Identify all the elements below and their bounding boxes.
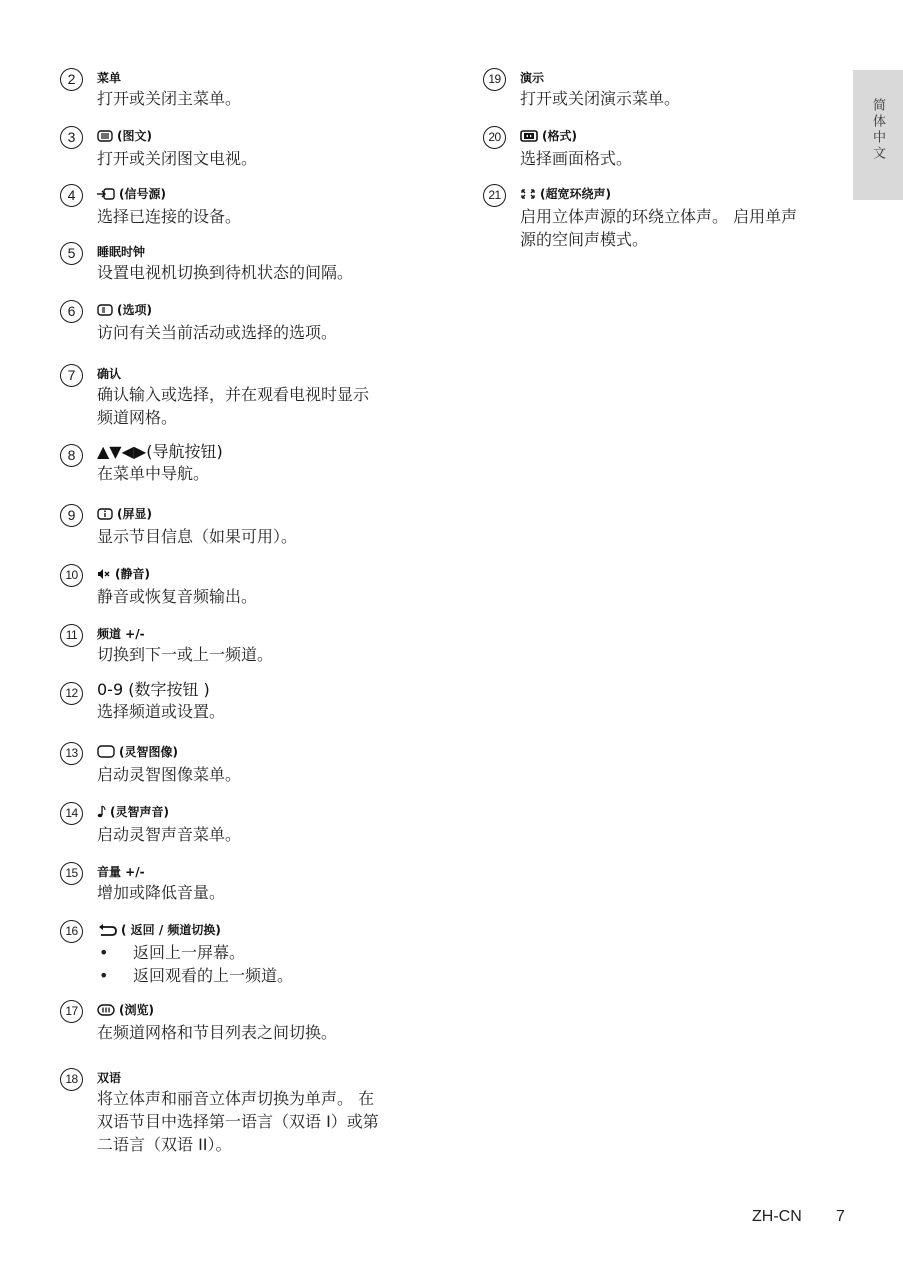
item-title-text: 频道 +/-: [97, 627, 145, 641]
bullet-text: 返回上一屏幕。: [133, 943, 246, 962]
item-number-badge: 9: [60, 504, 83, 527]
item-number-badge: 11: [60, 624, 83, 647]
item-title: [97, 921, 467, 941]
item-title-text: 0-9 (数字按钮 ): [97, 680, 210, 699]
item-title-text: (图文): [117, 129, 152, 143]
item-title: [97, 565, 467, 585]
item-number-badge: 19: [483, 68, 506, 91]
item-number-badge: 14: [60, 802, 83, 825]
button-description-item: [60, 298, 467, 344]
item-title-text: (屏显): [117, 507, 152, 521]
button-description-item: [60, 860, 467, 904]
button-description-item: [60, 1066, 467, 1156]
item-title: [520, 185, 890, 205]
options-icon: [97, 303, 113, 321]
item-description: 切换到下一或上一频道。: [97, 645, 274, 664]
item-title: [97, 365, 467, 383]
button-description-item: [60, 562, 467, 608]
format-icon: [520, 129, 538, 147]
button-description-item: [60, 442, 467, 485]
item-description: 启动灵智图像菜单。: [97, 765, 242, 784]
footer-page-number: 7: [836, 1208, 845, 1225]
bullet-item: [60, 941, 467, 964]
item-title: [97, 243, 467, 261]
item-number-badge: 7: [60, 364, 83, 387]
bullet-dot-icon: •: [99, 966, 109, 985]
item-title: [97, 1001, 467, 1021]
smart-sound-icon: [97, 805, 106, 823]
button-description-item: [60, 182, 467, 228]
item-title: [97, 625, 467, 643]
item-number-badge: 17: [60, 1000, 83, 1023]
button-description-item: [483, 124, 890, 170]
item-number-badge: 12: [60, 682, 83, 705]
item-description: 静音或恢复音频输出。: [97, 587, 258, 606]
item-title-text: ▲▼◀▶(导航按钮): [97, 442, 223, 461]
button-description-item: [60, 998, 467, 1044]
bullet-dot-icon: •: [99, 943, 109, 962]
button-description-item: [60, 622, 467, 666]
item-number-badge: 18: [60, 1068, 83, 1091]
item-number-badge: 13: [60, 742, 83, 765]
item-description: 显示节目信息（如果可用）。: [97, 527, 298, 546]
item-title-text: (静音): [115, 567, 150, 581]
browse-icon: [97, 1003, 115, 1021]
item-description: 选择频道或设置。: [97, 702, 226, 721]
item-number-badge: 8: [60, 444, 83, 467]
footer-language-code: ZH-CN: [752, 1208, 802, 1225]
button-description-item: [60, 124, 467, 170]
item-description: 源的空间声模式。: [520, 230, 649, 249]
item-title: [97, 743, 467, 763]
item-title: [97, 127, 467, 147]
button-description-item: [60, 362, 467, 429]
item-description: 打开或关闭主菜单。: [97, 89, 242, 108]
item-number-badge: 6: [60, 300, 83, 323]
item-title-text: (选项): [117, 303, 152, 317]
item-title: [97, 1069, 467, 1087]
source-icon: [97, 187, 115, 205]
smart-picture-icon: [97, 745, 115, 763]
item-description: 在菜单中导航。: [97, 464, 210, 483]
item-description: 打开或关闭图文电视。: [97, 149, 258, 168]
item-title: [520, 69, 890, 87]
item-title-text: 演示: [520, 71, 545, 85]
item-title-text: 菜单: [97, 71, 122, 85]
bullet-text: 返回观看的上一频道。: [133, 966, 294, 985]
item-number-badge: 5: [60, 242, 83, 265]
info-icon: [97, 507, 113, 525]
bullet-item: [60, 964, 467, 987]
item-number-badge: 20: [483, 126, 506, 149]
item-description: 访问有关当前活动或选择的选项。: [97, 323, 338, 342]
item-title-text: 双语: [97, 1071, 122, 1085]
item-description: 启动灵智声音菜单。: [97, 825, 242, 844]
item-description: 设置电视机切换到待机状态的间隔。: [97, 263, 354, 282]
button-description-item: [483, 182, 890, 251]
item-description: 打开或关闭演示菜单。: [520, 89, 681, 108]
back-icon: [97, 923, 117, 941]
teletext-icon: [97, 129, 113, 147]
item-title: [97, 301, 467, 321]
button-description-item: [60, 800, 467, 846]
item-number-badge: 16: [60, 920, 83, 943]
item-title-text: ( 返回 / 频道切换): [121, 923, 221, 937]
item-description: 增加或降低音量。: [97, 883, 226, 902]
item-description: 将立体声和丽音立体声切换为单声。 在: [97, 1089, 375, 1108]
item-title: [97, 69, 467, 87]
item-title: [97, 505, 467, 525]
item-number-badge: 3: [60, 126, 83, 149]
surround-icon: [520, 187, 536, 205]
button-description-item: [60, 740, 467, 786]
item-description: 确认输入或选择，并在观看电视时显示: [97, 385, 370, 404]
item-description: 在频道网格和节目列表之间切换。: [97, 1023, 338, 1042]
item-title-text: 睡眠时钟: [97, 245, 146, 259]
button-description-item: [60, 502, 467, 548]
item-title: [520, 127, 890, 147]
item-description: 二语言（双语 II）。: [97, 1135, 232, 1154]
item-number-badge: 21: [483, 184, 506, 207]
item-title-text: (灵智图像): [119, 745, 178, 759]
item-title: [97, 185, 467, 205]
item-title: [97, 863, 467, 881]
item-title: [97, 680, 467, 700]
mute-icon: [97, 567, 111, 585]
button-description-item: [483, 66, 890, 110]
item-number-badge: 10: [60, 564, 83, 587]
item-description: 选择已连接的设备。: [97, 207, 242, 226]
item-number-badge: 15: [60, 862, 83, 885]
button-description-item: [60, 66, 467, 110]
item-title-text: (信号源): [119, 187, 166, 201]
item-title-text: 确认: [97, 367, 122, 381]
item-number-badge: 2: [60, 68, 83, 91]
item-title-text: (灵智声音): [110, 805, 169, 819]
item-title: [97, 803, 467, 823]
button-description-item: [60, 240, 467, 284]
item-title: [97, 442, 467, 462]
item-description: 频道网格。: [97, 408, 178, 427]
button-description-item: [60, 918, 467, 987]
item-title-text: (浏览): [119, 1003, 154, 1017]
item-description: 双语节目中选择第一语言（双语 I）或第: [97, 1112, 379, 1131]
item-title-text: (超宽环绕声): [540, 187, 611, 201]
language-tab-label: 简体中文: [870, 98, 885, 162]
button-description-item: [60, 680, 467, 723]
item-description: 启用立体声源的环绕立体声。 启用单声: [520, 207, 798, 226]
item-title-text: 音量 +/-: [97, 865, 145, 879]
item-title-text: (格式): [542, 129, 577, 143]
item-description: 选择画面格式。: [520, 149, 633, 168]
item-number-badge: 4: [60, 184, 83, 207]
